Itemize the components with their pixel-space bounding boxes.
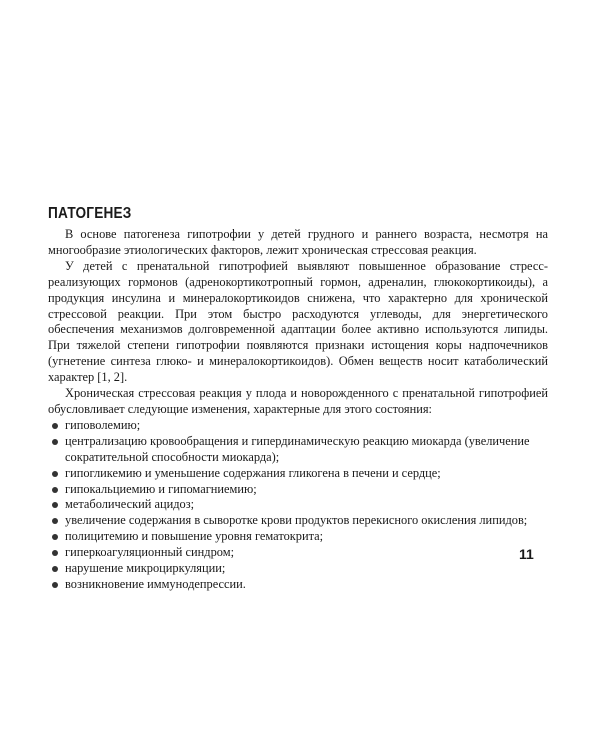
- bullet-icon: [52, 502, 58, 508]
- list-item: [48, 482, 548, 498]
- list-item: [48, 577, 548, 593]
- list-item-text: гиперкоагуляционный синдром;: [65, 545, 235, 560]
- bullet-icon: [52, 550, 58, 556]
- page-number: 11: [519, 546, 534, 562]
- paragraph-hormones: У детей с пренатальной гипотрофией выявляют повышенное образование стресс-реализующих гормонов (адренокортикотропный гормон, адреналин, глюкокортикоиды), а продукция инсулина и минералокортикоидов снижена, что характерно для хронической стрессовой реакции. При этом быстро расходуются углеводы, для энергетического обеспечения механизмов долговременной адаптации более активно используются липиды. При тяжелой степени гипотрофии появляются признаки истощения коры надпочечников (угнетение синтеза глюко- и минералокортикоидов). Обмен веществ носит катаболический характер [1, 2].: [48, 258, 548, 385]
- bullet-icon: [52, 439, 58, 445]
- bullet-icon: [52, 423, 58, 429]
- list-item: [48, 434, 548, 466]
- list-item: [48, 545, 548, 561]
- bullet-icon: [52, 518, 58, 524]
- list-item: [48, 466, 548, 482]
- bullet-icon: [52, 534, 58, 540]
- page-text-block: [48, 205, 548, 593]
- section-heading: ПАТОГЕНЕЗ: [48, 205, 132, 222]
- list-item-text: увеличение содержания в сыворотке крови продуктов перекисного окисления липидов;: [65, 513, 528, 528]
- list-item-text: гипогликемию и уменьшение содержания гликогена в печени и сердце;: [65, 465, 441, 480]
- bullet-icon: [52, 471, 58, 477]
- changes-list: [48, 418, 548, 593]
- list-item-text: гиповолемию;: [65, 417, 141, 432]
- bullet-icon: [52, 487, 58, 493]
- list-item-text: возникновение иммунодепрессии.: [65, 576, 246, 591]
- bullet-icon: [52, 582, 58, 588]
- paragraph-stress-reaction: Хроническая стрессовая реакция у плода и новорожденного с пренатальной гипотрофией обусловливает следующие изменения, характерные для этого состояния:: [48, 386, 548, 416]
- bullet-icon: [52, 566, 58, 572]
- list-item: [48, 513, 548, 529]
- list-item: [48, 418, 548, 434]
- list-item-text: гипокальциемию и гипомагниемию;: [65, 481, 257, 496]
- list-item-text: централизацию кровообращения и гипердинамическую реакцию миокарда (увеличение сократительной способности миокарда);: [65, 433, 530, 464]
- list-item-text: полицитемию и повышение уровня гематокрита;: [65, 529, 324, 544]
- list-item-text: метаболический ацидоз;: [65, 497, 195, 512]
- list-item-text: нарушение микроциркуляции;: [65, 561, 226, 576]
- list-item: [48, 529, 548, 545]
- list-item: [48, 497, 548, 513]
- paragraph-intro: В основе патогенеза гипотрофии у детей грудного и раннего возраста, несмотря на многообразие этиологических факторов, лежит хроническая стрессовая реакция.: [48, 227, 548, 257]
- list-item: [48, 561, 548, 577]
